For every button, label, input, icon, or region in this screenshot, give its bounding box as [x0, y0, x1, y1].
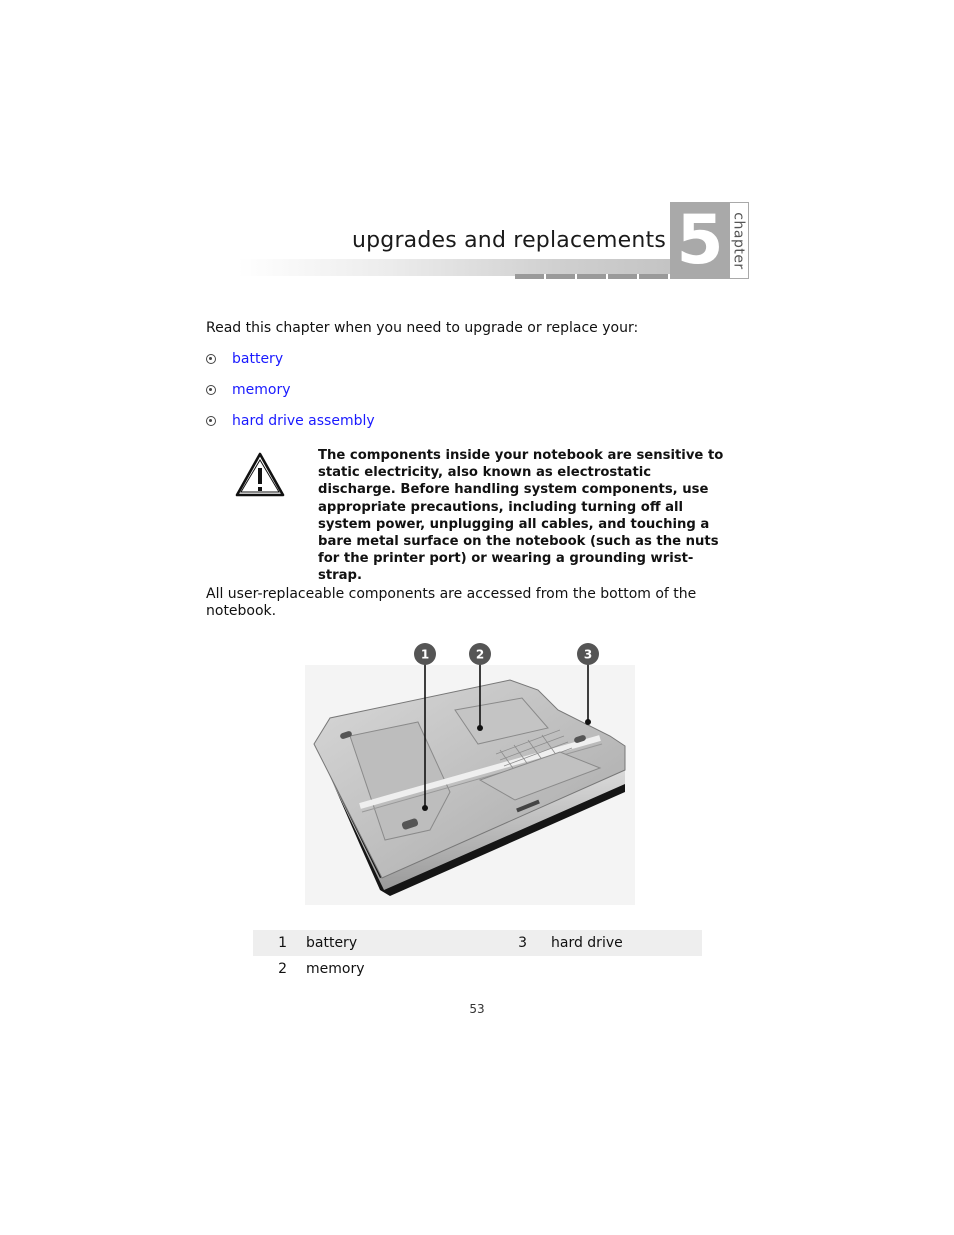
table-row: [253, 956, 702, 982]
notebook-bottom-illustration: [300, 640, 640, 905]
list-item: [206, 413, 375, 429]
battery-link[interactable]: battery: [232, 351, 284, 367]
page-number: 53: [469, 1002, 485, 1016]
bullet-icon: [206, 354, 216, 364]
warning-triangle-icon: [234, 451, 286, 498]
chapter-title: upgrades and replacements: [351, 228, 666, 253]
list-item: [206, 382, 291, 398]
callout-2-label: 2: [475, 647, 485, 662]
hard-drive-assembly-link[interactable]: hard drive assembly: [232, 413, 375, 429]
legend-label: memory: [306, 961, 365, 977]
callout-1-label: 1: [420, 647, 430, 662]
legend-label: hard drive: [551, 935, 623, 951]
access-text: All user-replaceable components are accessed from the bottom of the notebook.: [206, 586, 697, 619]
legend-number: 2: [278, 961, 287, 977]
memory-link[interactable]: memory: [232, 382, 291, 398]
legend-label: battery: [306, 935, 358, 951]
bullet-icon: [206, 385, 216, 395]
legend-number: 1: [278, 935, 287, 951]
callout-legend-table: [253, 930, 702, 982]
chapter-label: [729, 202, 749, 279]
intro-text: Read this chapter when you need to upgrade or replace your:: [206, 320, 639, 336]
chapter-number: 5: [670, 202, 730, 279]
legend-number: 3: [518, 935, 527, 951]
esd-warning-text: The components inside your notebook are sensitive to static electricity, also known as electrostatic discharge. Before handling system components, use appropriate precautions, including turning off all system power, unplugging all cables, and touching a bare metal surface on the notebook (such as the nuts for the printer port) or wearing a grounding wrist-strap.: [318, 448, 724, 584]
list-item: [206, 351, 283, 367]
callout-3-label: 3: [583, 647, 593, 662]
chapter-word: chapter: [731, 211, 747, 270]
table-row: [253, 930, 702, 956]
bullet-icon: [206, 416, 216, 426]
chapter-header-ticks: [515, 274, 670, 279]
